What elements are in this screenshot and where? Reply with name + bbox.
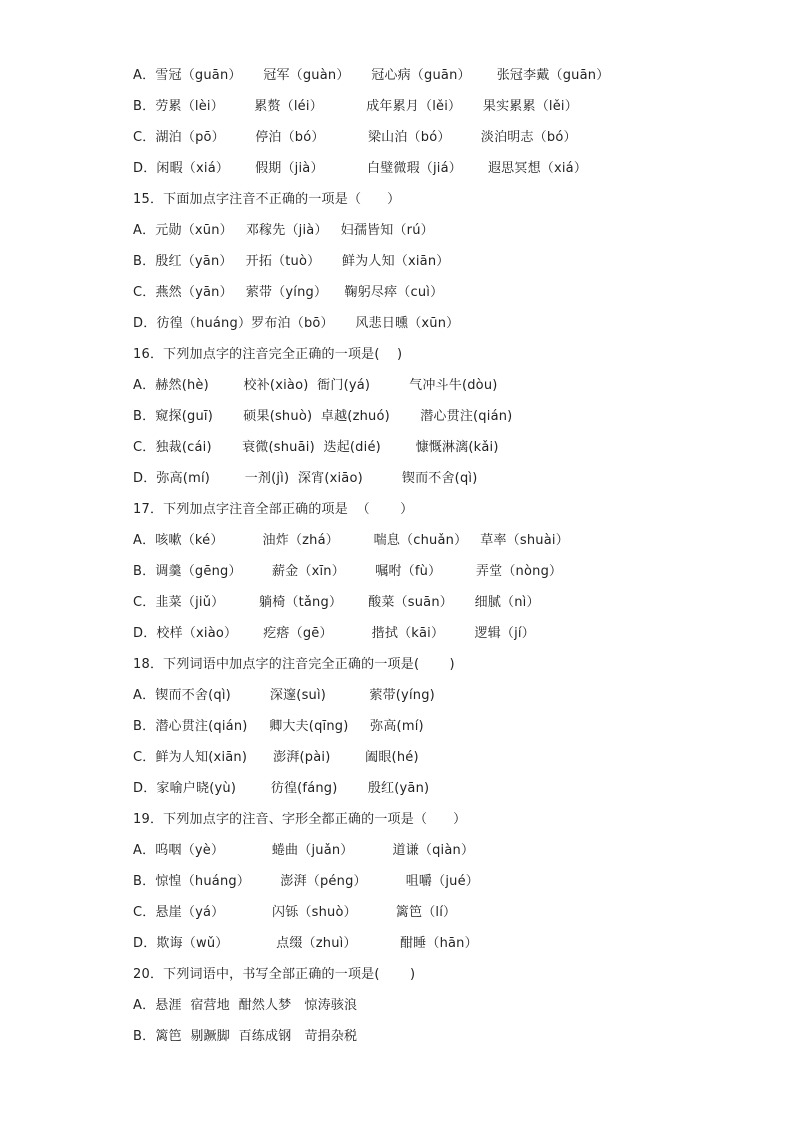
q18-option-b: B．潜心贯注(qián) 卿大夫(qīng) 弥高(mí) [133, 719, 424, 734]
q19-option-d: D．欺诲（wǔ） 点缀（zhuì） 酣睡（hān） [133, 936, 478, 951]
q15-option-a: A．元勋（xūn） 邓稼先（jià） 妇孺皆知（rú） [133, 223, 434, 238]
q20-option-a: A．悬涯 宿营地 酣然人梦 惊涛骇浪 [133, 998, 358, 1013]
question-20: 20．下列词语中，书写全部正确的一项是( ) [133, 967, 416, 982]
q17-option-b: B．调羹（gēng） 薪金（xīn） 嘱咐（fù） 弄堂（nòng） [133, 564, 563, 579]
option-b-line: B．劳累（lèi） 累赘（léi） 成年累月（lěi） 果实累累（lěi） [133, 99, 578, 114]
q16-option-a: A．赫然(hè) 校补(xiào) 衙门(yá) 气冲斗牛(dòu) [133, 378, 498, 393]
question-17: 17．下列加点字注音全部正确的项是 （ ） [133, 502, 414, 517]
q18-option-c: C．鲜为人知(xiān) 澎湃(pài) 阖眼(hé) [133, 750, 419, 765]
q15-option-c: C．燕然（yān） 萦带（yíng） 鞠躬尽瘁（cuì） [133, 285, 444, 300]
option-a-line: A．雪冠（guān） 冠军（guàn） 冠心病（guān） 张冠李戴（guān） [133, 68, 610, 83]
q19-option-a: A．呜咽（yè） 蜷曲（juǎn） 道谦（qiàn） [133, 843, 475, 858]
q16-option-c: C．独裁(cái) 衰微(shuāi) 迭起(dié) 慷慨淋漓(kǎi) [133, 440, 499, 455]
question-16: 16．下列加点字的注音完全正确的一项是( ) [133, 347, 403, 362]
q18-option-d: D．家喻户晓(yù) 彷徨(fáng) 殷红(yān) [133, 781, 430, 796]
q16-option-d: D．弥高(mí) 一剂(jì) 深宵(xiāo) 锲而不舍(qì) [133, 471, 478, 486]
question-19: 19．下列加点字的注音、字形全都正确的一项是（ ） [133, 812, 467, 827]
q20-option-b: B．篱笆 剔蹶脚 百练成钢 苛捐杂税 [133, 1029, 358, 1044]
q19-option-c: C．悬崖（yá） 闪铄（shuò） 篱笆（lí） [133, 905, 457, 920]
option-c-line: C．湖泊（pō） 停泊（bó） 梁山泊（bó） 淡泊明志（bó） [133, 130, 577, 145]
q17-option-d: D．校样（xiào） 疙瘩（gē） 揩拭（kāi） 逻辑（jí） [133, 626, 535, 641]
document-body [133, 62, 753, 1054]
option-d-line: D．闲暇（xiá） 假期（jià） 白璧微瑕（jiá） 遐思冥想（xiá） [133, 161, 588, 176]
question-18: 18．下列词语中加点字的注音完全正确的一项是( ) [133, 657, 455, 672]
q17-option-a: A．咳嗽（ké） 油炸（zhá） 喘息（chuǎn） 草率（shuài） [133, 533, 569, 548]
q16-option-b: B．窥探(guī) 硕果(shuò) 卓越(zhuó) 潜心贯注(qián) [133, 409, 513, 424]
question-15: 15．下面加点字注音不正确的一项是（ ） [133, 192, 401, 207]
q15-option-b: B．殷红（yān） 开拓（tuò） 鲜为人知（xiān） [133, 254, 450, 269]
q18-option-a: A．锲而不舍(qì) 深邃(suì) 萦带(yíng) [133, 688, 435, 703]
q15-option-d: D．彷徨（huáng）罗布泊（bō） 风悲日曛（xūn） [133, 316, 460, 331]
q17-option-c: C．韭菜（jiǔ） 躺椅（tǎng） 酸菜（suān） 细腻（nì） [133, 595, 540, 610]
q19-option-b: B．惊惶（huáng） 澎湃（péng） 咀嚼（jué） [133, 874, 479, 889]
